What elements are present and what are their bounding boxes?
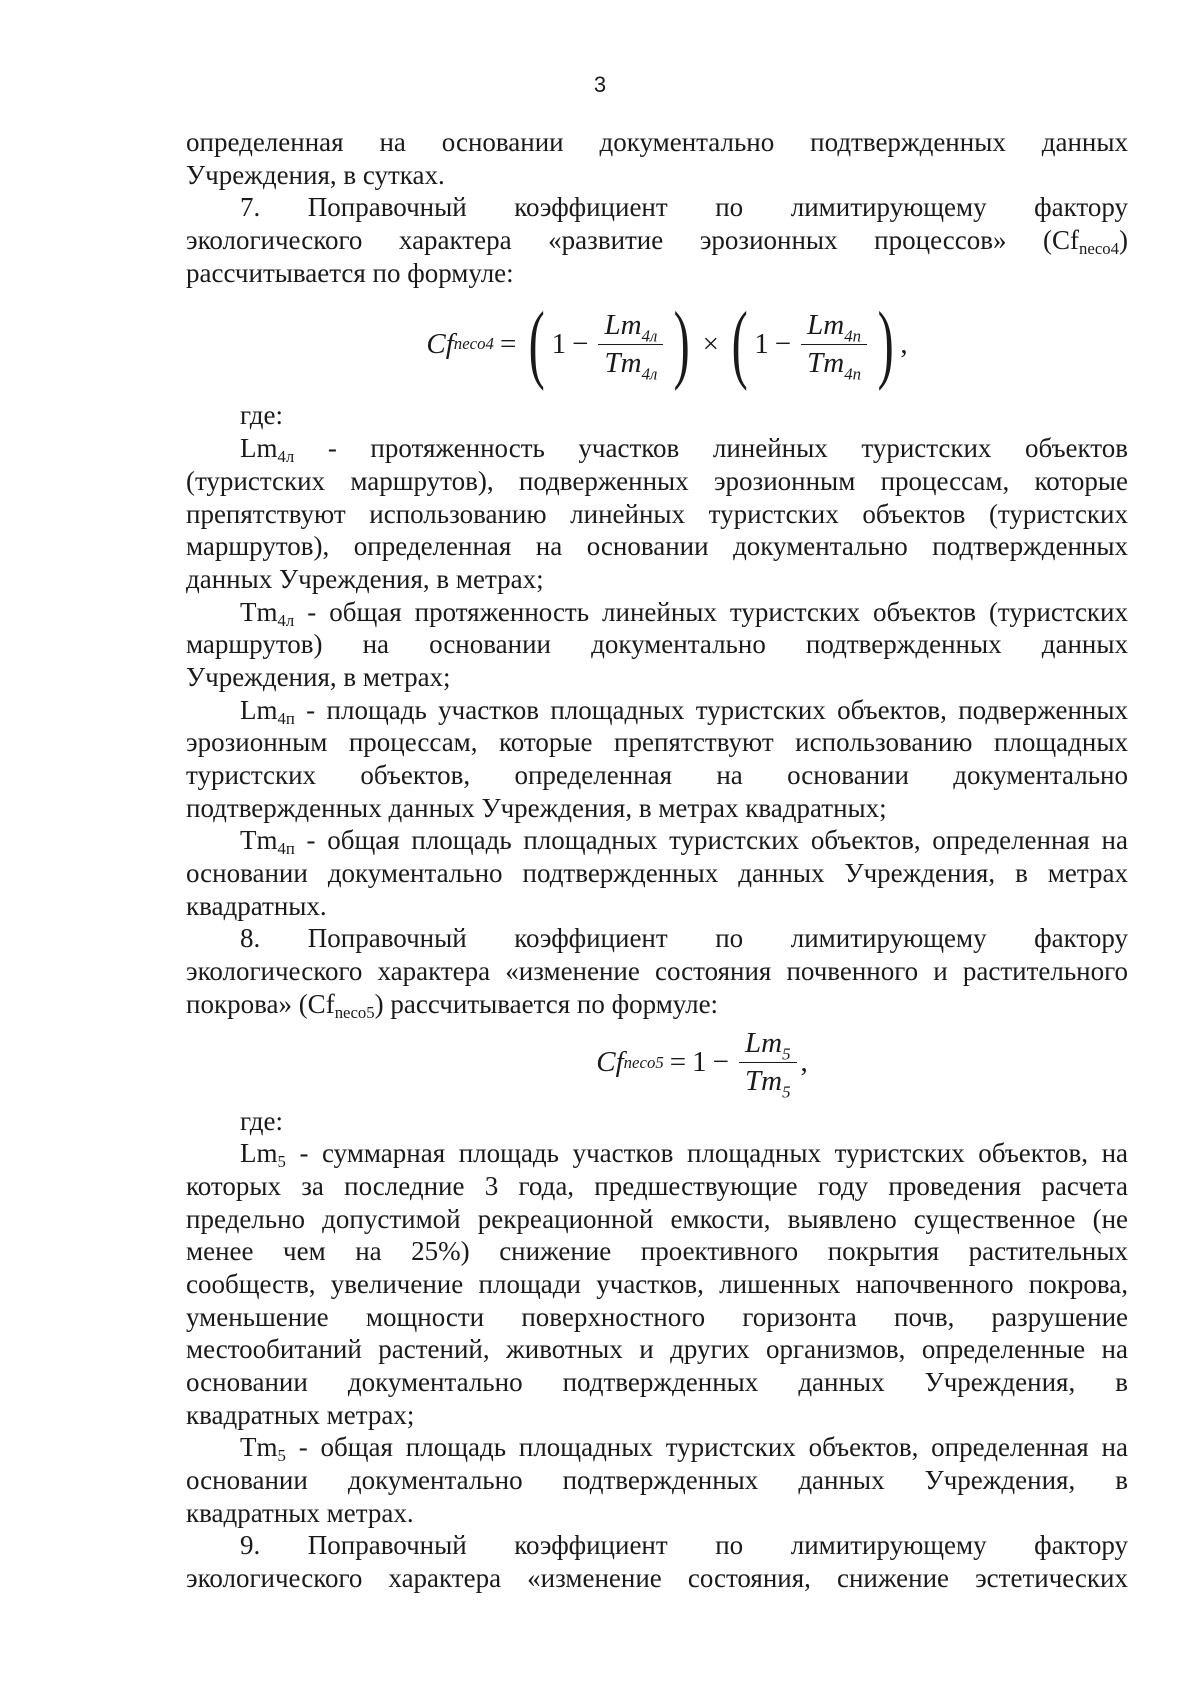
text-run: экологического характера «развитие эрозионных процессов» (Cf xyxy=(186,225,1080,256)
minus-sign: − xyxy=(774,327,792,360)
fraction-numerator: $Lm_{4п}$ xyxy=(801,309,867,345)
text-line: которых за последние 3 года, предшествующие году проведения расчета xyxy=(186,1170,1128,1201)
open-paren: ( xyxy=(528,295,546,393)
text-line: квадратных метрах; xyxy=(186,1399,415,1430)
text-line: препятствуют использованию линейных туристских объектов (туристских xyxy=(186,498,1128,529)
definition-tm5: $Tm_5$ - общая площадь площадных туристских объектов, определенная на xyxy=(240,1432,1128,1466)
fraction-5 xyxy=(739,1027,796,1102)
definition-tm4l: $Tm_{4л}$ - общая протяженность линейных туристских объектов (туристских xyxy=(240,596,1128,630)
text-line: основании документально подтвержденных данных Учреждения, в метрах xyxy=(186,858,1128,889)
text-line: основании документально подтвержденных данных Учреждения, в xyxy=(186,1367,1128,1397)
close-paren: ) xyxy=(673,295,691,393)
times-sign: × xyxy=(702,327,719,360)
formula-comma: , xyxy=(800,1046,808,1078)
fraction-numerator: $Lm_{4л}$ xyxy=(598,309,663,345)
text-line: определенная на основании документально подтвержденных данных xyxy=(186,127,1128,157)
text-line: данных Учреждения, в метрах; xyxy=(186,563,544,594)
definition-lm4l: $Lm_{4л}$ - протяженность участков линейных туристских объектов xyxy=(240,433,1128,467)
fraction-denominator: $Tm_{4п}$ xyxy=(807,346,862,384)
formula-symbol: Cf xyxy=(426,327,454,360)
paragraph-9-start: 9. Поправочный коэффициент по лимитирующему фактору xyxy=(240,1530,1128,1561)
text-line: экологического характера «изменение состояния почвенного и растительного xyxy=(186,956,1128,987)
text-line: уменьшение мощности поверхностного горизонта почв, разрушение xyxy=(186,1301,1128,1332)
open-paren: ( xyxy=(731,295,748,393)
formula-lhs: Cf neco4 xyxy=(426,327,494,360)
fraction-denominator: $Tm_5$ xyxy=(745,1065,791,1102)
paragraph-8-start: 8. Поправочный коэффициент по лимитирующему фактору xyxy=(240,923,1128,954)
fraction-denominator: $Tm_{4л}$ xyxy=(604,346,658,384)
text-line: (туристских маршрутов), подверженных эрозионным процессам, которые xyxy=(186,465,1128,496)
text-line: квадратных метрах. xyxy=(186,1497,414,1528)
fraction-numerator: $Lm_5$ xyxy=(739,1027,796,1063)
text-line: Учреждения, в сутках. xyxy=(186,159,445,190)
text-line: маршрутов), определенная на основании документально подтвержденных xyxy=(186,531,1128,562)
equals-sign: = xyxy=(669,1046,687,1078)
definition-lm4p: $Lm_{4п}$ - площадь участков площадных туристских объектов, подверженных xyxy=(240,694,1128,728)
text-line: экологического характера «изменение состояния, снижение эстетических xyxy=(186,1563,1128,1594)
fraction-4p xyxy=(801,308,867,384)
definition-lm5: $Lm_5$ - суммарная площадь участков площадных туристских объектов, на xyxy=(240,1138,1128,1172)
minus-sign: − xyxy=(572,327,589,360)
formula-comma: , xyxy=(900,327,908,360)
close-paren: ) xyxy=(877,295,894,393)
text-line: местообитаний растений, животных и других организмов, определенные на xyxy=(186,1334,1128,1365)
text-line: рассчитывается по формуле: xyxy=(186,257,514,288)
text-line: менее чем на 25%) снижение проективного покрытия растительных xyxy=(186,1236,1128,1267)
formula-cf-neco5 xyxy=(186,1021,1128,1105)
text-line: эрозионным процессам, которые препятствуют использованию площадных xyxy=(186,727,1128,758)
paragraph-7-start: 7. Поправочный коэффициент по лимитирующему фактору xyxy=(240,192,1128,223)
text-line: квадратных. xyxy=(186,890,327,921)
formula-one: 1 xyxy=(551,327,567,360)
formula-lhs: Cf neco5 xyxy=(596,1046,664,1078)
fraction-4l xyxy=(598,308,663,384)
page-number: 3 xyxy=(593,72,607,97)
text-line: покрова» $(Cf_{neco5})$ рассчитывается по формуле: xyxy=(186,988,719,1022)
text-line: подтвержденных данных Учреждения, в метрах квадратных; xyxy=(186,792,887,823)
text-line: Учреждения, в метрах; xyxy=(186,661,451,692)
formula-one: 1 xyxy=(754,327,769,360)
text-line: сообществ, увеличение площади участков, лишенных напочвенного покрова, xyxy=(186,1268,1128,1299)
definition-tm4p: $Tm_{4п}$ - общая площадь площадных туристских объектов, определенная на xyxy=(240,825,1128,859)
document-body xyxy=(186,126,1128,1595)
text-line: маршрутов) на основании документально подтвержденных данных xyxy=(186,629,1128,660)
text-line xyxy=(186,224,1128,257)
where-label: где: xyxy=(240,1105,283,1136)
where-label: где: xyxy=(240,400,283,431)
text-run: ) xyxy=(1119,225,1128,256)
formula-one: 1 xyxy=(692,1046,707,1078)
text-line: туристских объектов, определенная на основании документально xyxy=(186,760,1128,790)
formula-symbol: Cf xyxy=(596,1046,624,1078)
text-line: основании документально подтвержденных данных Учреждения, в xyxy=(186,1465,1128,1496)
equals-sign: = xyxy=(499,327,517,360)
text-line: предельно допустимой рекреационной емкости, выявлено существенное (не xyxy=(186,1203,1128,1234)
formula-cf-neco4 xyxy=(186,289,1128,399)
subscript: neco4 xyxy=(1079,239,1119,259)
minus-sign: − xyxy=(712,1046,730,1078)
